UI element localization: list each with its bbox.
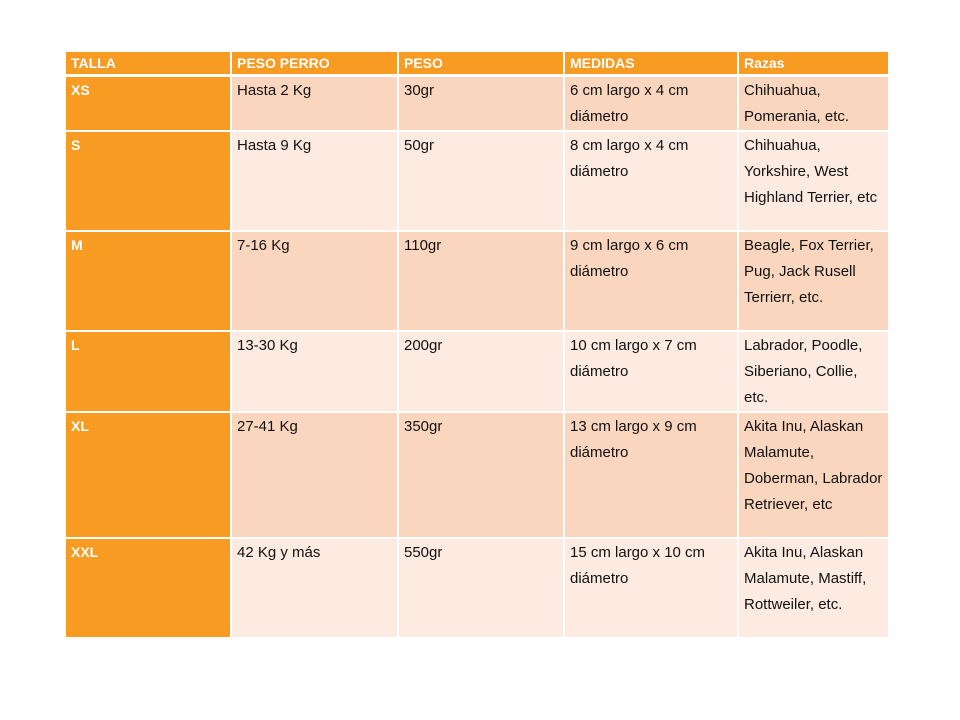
cell-peso-perro: 7-16 Kg (231, 231, 398, 331)
cell-peso-perro: Hasta 9 Kg (231, 131, 398, 231)
cell-peso: 30gr (398, 76, 564, 132)
cell-peso-perro: 27-41 Kg (231, 412, 398, 538)
cell-talla: M (65, 231, 231, 331)
cell-talla: XXL (65, 538, 231, 638)
cell-talla: L (65, 331, 231, 412)
cell-razas: Akita Inu, Alaskan Malamute, Mastiff, Rottweiler, etc. (738, 538, 889, 638)
cell-talla: XS (65, 76, 231, 132)
cell-peso: 110gr (398, 231, 564, 331)
cell-peso: 200gr (398, 331, 564, 412)
header-peso-perro: PESO PERRO (231, 51, 398, 76)
size-table (64, 50, 890, 639)
table-header (65, 51, 889, 76)
cell-medidas: 6 cm largo x 4 cm diámetro (564, 76, 738, 132)
cell-medidas: 15 cm largo x 10 cm diámetro (564, 538, 738, 638)
table-row (65, 538, 889, 638)
header-razas: Razas (738, 51, 889, 76)
cell-medidas: 8 cm largo x 4 cm diámetro (564, 131, 738, 231)
cell-medidas: 13 cm largo x 9 cm diámetro (564, 412, 738, 538)
cell-peso-perro: Hasta 2 Kg (231, 76, 398, 132)
cell-peso: 550gr (398, 538, 564, 638)
cell-talla: XL (65, 412, 231, 538)
cell-peso: 350gr (398, 412, 564, 538)
cell-razas: Beagle, Fox Terrier, Pug, Jack Rusell Terrierr, etc. (738, 231, 889, 331)
cell-medidas: 10 cm largo x 7 cm diámetro (564, 331, 738, 412)
cell-razas: Chihuahua, Yorkshire, West Highland Terrier, etc (738, 131, 889, 231)
cell-razas: Akita Inu, Alaskan Malamute, Doberman, Labrador Retriever, etc (738, 412, 889, 538)
table-row (65, 331, 889, 412)
table-row (65, 412, 889, 538)
table-row (65, 76, 889, 132)
table-row (65, 231, 889, 331)
cell-peso-perro: 13-30 Kg (231, 331, 398, 412)
table-row (65, 131, 889, 231)
table-body (65, 76, 889, 639)
cell-razas: Labrador, Poodle, Siberiano, Collie, etc. (738, 331, 889, 412)
header-peso: PESO (398, 51, 564, 76)
header-talla: TALLA (65, 51, 231, 76)
cell-talla: S (65, 131, 231, 231)
cell-medidas: 9 cm largo x 6 cm diámetro (564, 231, 738, 331)
cell-peso-perro: 42 Kg y más (231, 538, 398, 638)
cell-peso: 50gr (398, 131, 564, 231)
cell-razas: Chihuahua, Pomerania, etc. (738, 76, 889, 132)
header-medidas: MEDIDAS (564, 51, 738, 76)
header-row (65, 51, 889, 76)
